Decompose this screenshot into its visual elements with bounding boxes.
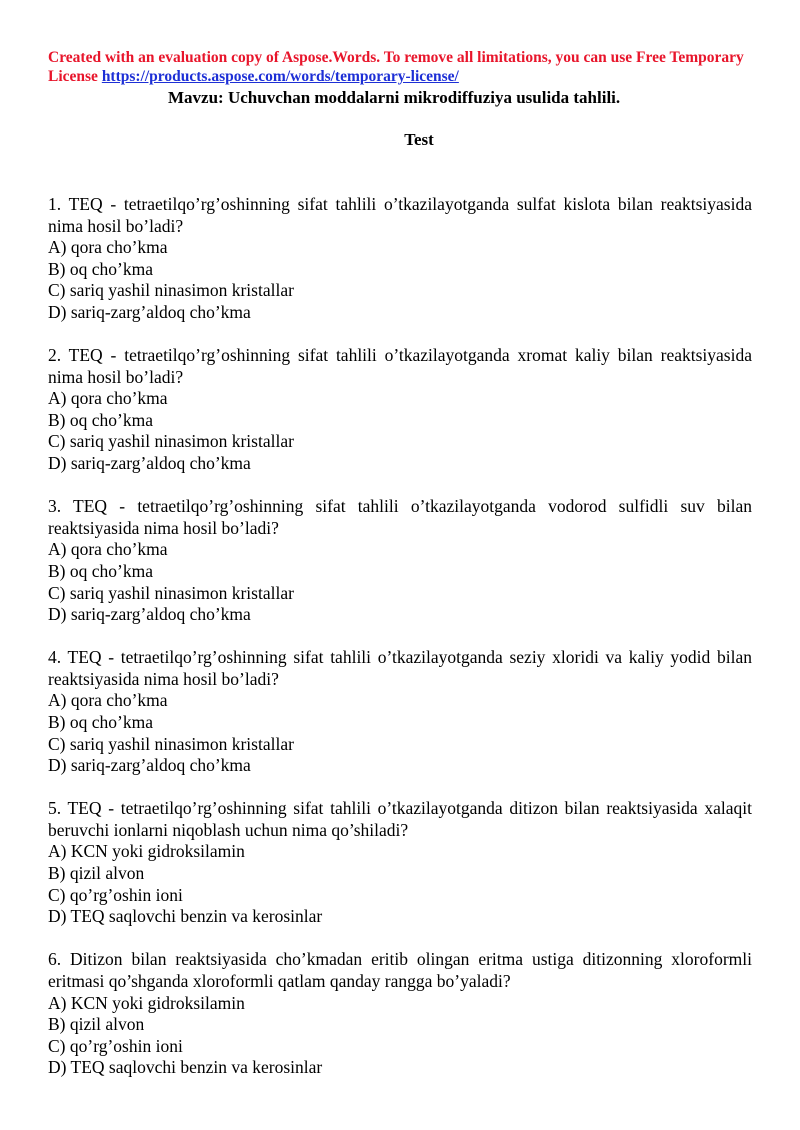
option-c: C) sariq yashil ninasimon kristallar	[48, 582, 294, 603]
question-text: 2. TEQ - tetraetilqo’rg’oshinning sifat tahlili o’tkazilayotganda xromat kaliy bilan reaktsiyasida nima hosil bo’ladi?	[48, 345, 752, 387]
document-title: Mavzu: Uchuvchan moddalarni mikrodiffuziya usulida tahlili.	[168, 88, 621, 107]
option-b: B) qizil alvon	[48, 1014, 145, 1035]
question-4	[48, 647, 752, 777]
document-subtitle: Test	[404, 130, 434, 149]
option-a: A) qora cho’kma	[48, 237, 168, 258]
option-a: A) KCN yoki gidroksilamin	[48, 992, 245, 1013]
question-3	[48, 496, 752, 626]
question-6	[48, 949, 752, 1079]
option-c: C) qo’rg’oshin ioni	[48, 1035, 183, 1056]
option-a: A) qora cho’kma	[48, 690, 168, 711]
question-1	[48, 194, 752, 324]
question-text: 6. Ditizon bilan reaktsiyasida cho’kmadan eritib olingan eritma ustiga ditizonning xloroformli eritmasi qo’shganda xloroformli qatlam qanday rangga bo’yaladi?	[48, 949, 752, 991]
question-text: 5. TEQ - tetraetilqo’rg’oshinning sifat tahlili o’tkazilayotganda ditizon bilan reaktsiyasida xalaqit beruvchi ionlarni niqoblash uchun nima qo’shiladi?	[48, 798, 752, 840]
option-c: C) sariq yashil ninasimon kristallar	[48, 431, 294, 452]
option-d: D) TEQ saqlovchi benzin va kerosinlar	[48, 1057, 323, 1078]
question-text: 1. TEQ - tetraetilqo’rg’oshinning sifat tahlili o’tkazilayotganda sulfat kislota bilan reaktsiyasida nima hosil bo’ladi?	[48, 194, 752, 236]
option-d: D) sariq-zarg’aldoq cho’kma	[48, 453, 251, 474]
question-list	[48, 194, 752, 1100]
question-5	[48, 798, 752, 928]
evaluation-notice	[48, 48, 758, 86]
option-d: D) TEQ saqlovchi benzin va kerosinlar	[48, 906, 323, 927]
option-b: B) qizil alvon	[48, 863, 145, 884]
option-c: C) sariq yashil ninasimon kristallar	[48, 733, 294, 754]
question-text: 3. TEQ - tetraetilqo’rg’oshinning sifat tahlili o’tkazilayotganda vodorod sulfidli suv bilan reaktsiyasida nima hosil bo’ladi?	[48, 496, 752, 538]
option-b: B) oq cho’kma	[48, 711, 153, 732]
option-d: D) sariq-zarg’aldoq cho’kma	[48, 755, 251, 776]
option-b: B) oq cho’kma	[48, 258, 153, 279]
option-a: A) qora cho’kma	[48, 388, 168, 409]
evaluation-notice-text: Created with an evaluation copy of Aspose.Words. To remove all limitations, you can use Free Temporary License	[48, 49, 744, 85]
option-a: A) KCN yoki gidroksilamin	[48, 841, 245, 862]
license-link[interactable]: https://products.aspose.com/words/temporary-license/	[101, 68, 459, 85]
option-d: D) sariq-zarg’aldoq cho’kma	[48, 604, 251, 625]
question-text: 4. TEQ - tetraetilqo’rg’oshinning sifat tahlili o’tkazilayotganda seziy xloridi va kaliy yodid bilan reaktsiyasida nima hosil bo’ladi?	[48, 647, 752, 689]
option-b: B) oq cho’kma	[48, 560, 153, 581]
option-b: B) oq cho’kma	[48, 409, 153, 430]
option-d: D) sariq-zarg’aldoq cho’kma	[48, 301, 251, 322]
option-c: C) sariq yashil ninasimon kristallar	[48, 280, 294, 301]
option-c: C) qo’rg’oshin ioni	[48, 884, 183, 905]
option-a: A) qora cho’kma	[48, 539, 168, 560]
question-2	[48, 345, 752, 475]
